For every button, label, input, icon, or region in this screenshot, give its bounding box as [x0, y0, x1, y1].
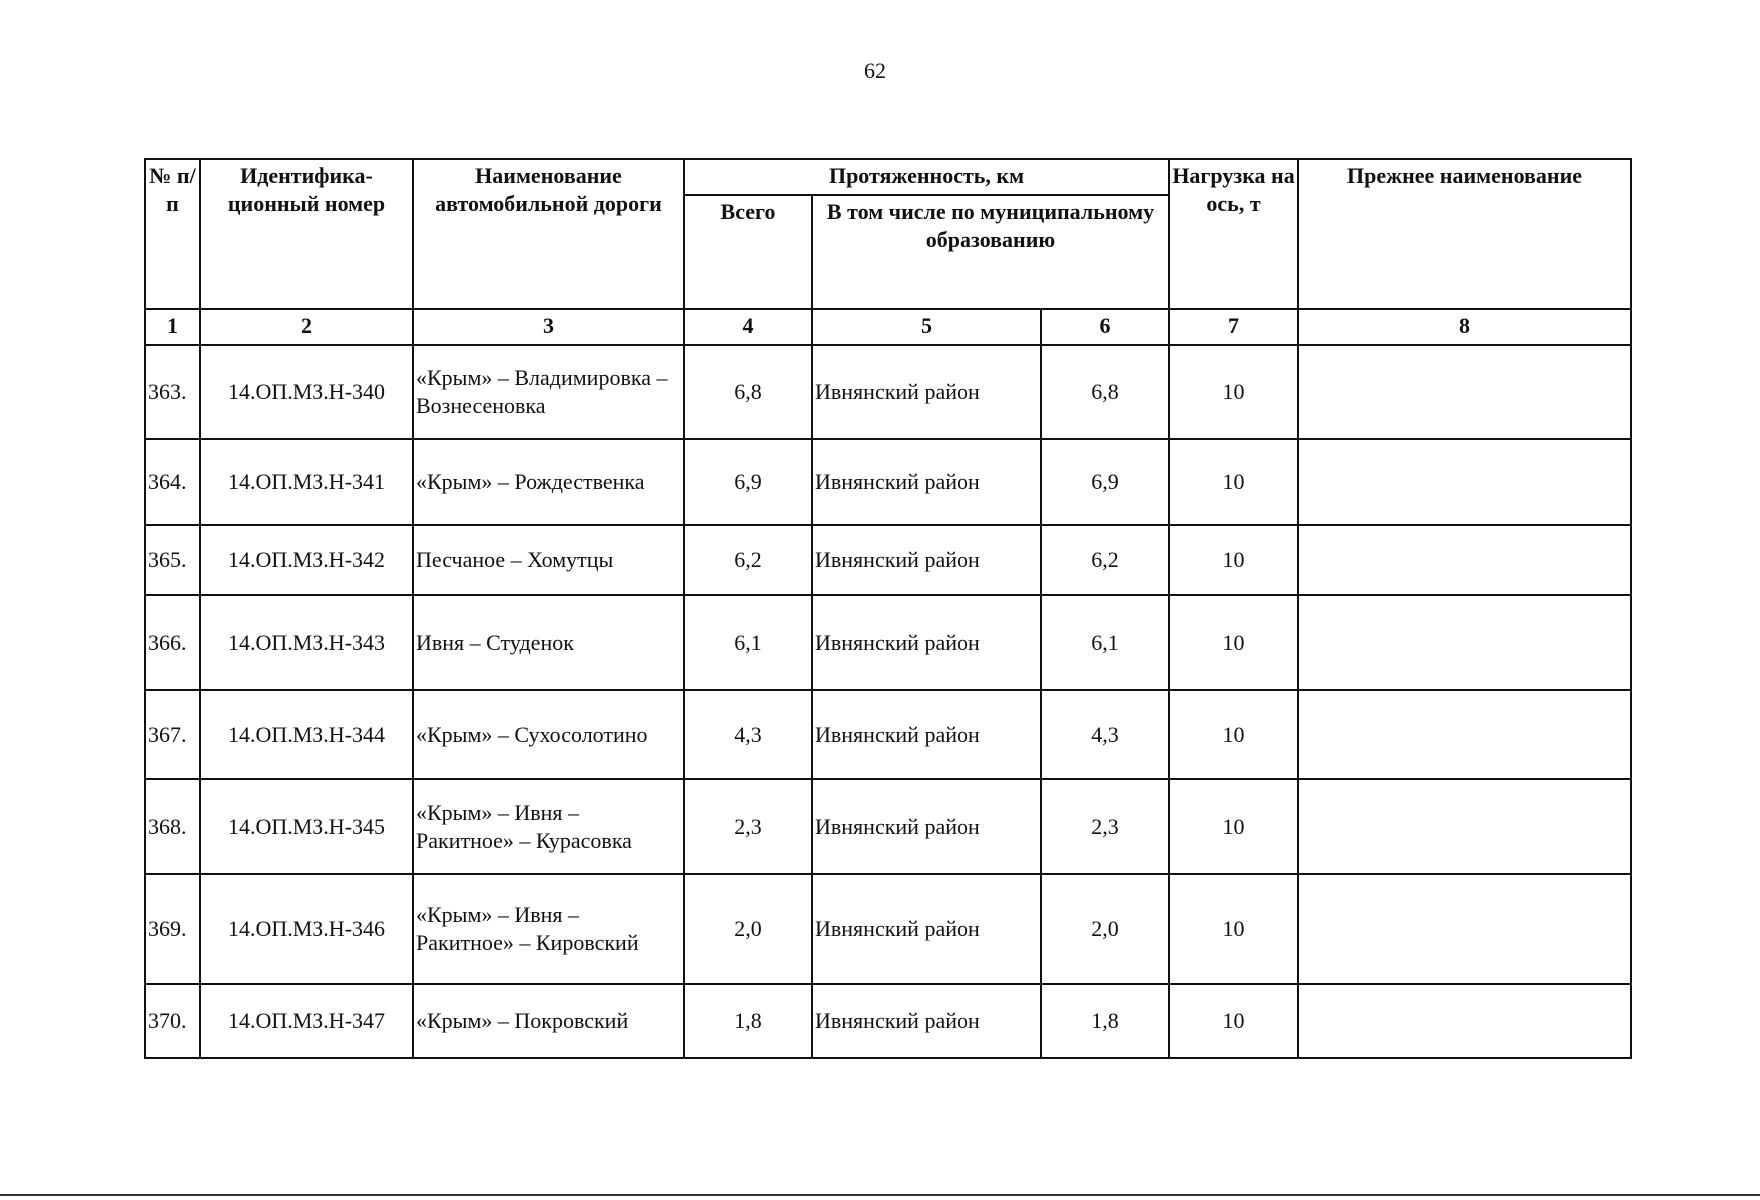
road-name: «Крым» – Владимировка – Вознесеновка — [413, 345, 684, 439]
road-id: 14.ОП.МЗ.Н-342 — [200, 525, 413, 595]
header-num: № п/п — [145, 159, 200, 309]
road-name: Песчаное – Хомутцы — [413, 525, 684, 595]
road-id: 14.ОП.МЗ.Н-343 — [200, 595, 413, 690]
municipality-length: 6,8 — [1041, 345, 1169, 439]
road-id: 14.ОП.МЗ.Н-344 — [200, 690, 413, 779]
header-load: Нагрузка на ось, т — [1169, 159, 1298, 309]
road-id: 14.ОП.МЗ.Н-347 — [200, 984, 413, 1058]
axle-load: 10 — [1169, 779, 1298, 874]
municipality: Ивнянский район — [812, 874, 1041, 984]
road-name: «Крым» – Ивня – Ракитное» – Курасовка — [413, 779, 684, 874]
table-row — [145, 984, 1631, 1058]
header-total: Всего — [684, 195, 812, 309]
table-row — [145, 525, 1631, 595]
municipality-length: 1,8 — [1041, 984, 1169, 1058]
header-name: Наименование автомобильной дороги — [413, 159, 684, 309]
roads-table — [144, 158, 1632, 1059]
previous-name — [1298, 345, 1631, 439]
municipality-length: 4,3 — [1041, 690, 1169, 779]
column-number: 1 — [145, 309, 200, 345]
axle-load: 10 — [1169, 690, 1298, 779]
municipality: Ивнянский район — [812, 439, 1041, 525]
column-number: 4 — [684, 309, 812, 345]
axle-load: 10 — [1169, 345, 1298, 439]
municipality-length: 2,3 — [1041, 779, 1169, 874]
length-total: 2,3 — [684, 779, 812, 874]
page-number: 62 — [864, 58, 886, 83]
length-total: 6,8 — [684, 345, 812, 439]
previous-name — [1298, 690, 1631, 779]
road-id: 14.ОП.МЗ.Н-346 — [200, 874, 413, 984]
page-bottom-rule — [0, 1194, 1760, 1196]
municipality: Ивнянский район — [812, 984, 1041, 1058]
table-row — [145, 690, 1631, 779]
road-name: Ивня – Студенок — [413, 595, 684, 690]
column-number: 3 — [413, 309, 684, 345]
row-number: 363. — [145, 345, 200, 439]
road-name: «Крым» – Рождественка — [413, 439, 684, 525]
road-id: 14.ОП.МЗ.Н-345 — [200, 779, 413, 874]
municipality: Ивнянский район — [812, 595, 1041, 690]
previous-name — [1298, 595, 1631, 690]
row-number: 368. — [145, 779, 200, 874]
table-row — [145, 779, 1631, 874]
municipality: Ивнянский район — [812, 690, 1041, 779]
table-row — [145, 439, 1631, 525]
column-number: 8 — [1298, 309, 1631, 345]
municipality-length: 2,0 — [1041, 874, 1169, 984]
axle-load: 10 — [1169, 595, 1298, 690]
municipality: Ивнянский район — [812, 525, 1041, 595]
axle-load: 10 — [1169, 525, 1298, 595]
previous-name — [1298, 525, 1631, 595]
header-id: Идентифика-ционный номер — [200, 159, 413, 309]
previous-name — [1298, 439, 1631, 525]
table-row — [145, 595, 1631, 690]
row-number: 365. — [145, 525, 200, 595]
length-total: 1,8 — [684, 984, 812, 1058]
row-number: 370. — [145, 984, 200, 1058]
road-id: 14.ОП.МЗ.Н-341 — [200, 439, 413, 525]
table-row — [145, 874, 1631, 984]
length-total: 6,1 — [684, 595, 812, 690]
municipality: Ивнянский район — [812, 779, 1041, 874]
municipality-length: 6,9 — [1041, 439, 1169, 525]
row-number: 364. — [145, 439, 200, 525]
municipality-length: 6,2 — [1041, 525, 1169, 595]
previous-name — [1298, 874, 1631, 984]
row-number: 367. — [145, 690, 200, 779]
axle-load: 10 — [1169, 439, 1298, 525]
length-total: 2,0 — [684, 874, 812, 984]
road-name: «Крым» – Покровский — [413, 984, 684, 1058]
road-id: 14.ОП.МЗ.Н-340 — [200, 345, 413, 439]
row-number: 366. — [145, 595, 200, 690]
table-row — [145, 345, 1631, 439]
road-name: «Крым» – Сухосолотино — [413, 690, 684, 779]
municipality: Ивнянский район — [812, 345, 1041, 439]
header-previous: Прежнее наименование — [1298, 159, 1631, 309]
previous-name — [1298, 779, 1631, 874]
column-number-row — [145, 309, 1631, 345]
previous-name — [1298, 984, 1631, 1058]
length-total: 6,2 — [684, 525, 812, 595]
axle-load: 10 — [1169, 874, 1298, 984]
header-length: Протяженность, км — [684, 159, 1169, 195]
length-total: 4,3 — [684, 690, 812, 779]
column-number: 5 — [812, 309, 1041, 345]
municipality-length: 6,1 — [1041, 595, 1169, 690]
axle-load: 10 — [1169, 984, 1298, 1058]
column-number: 7 — [1169, 309, 1298, 345]
column-number: 6 — [1041, 309, 1169, 345]
road-name: «Крым» – Ивня – Ракитное» – Кировский — [413, 874, 684, 984]
column-number: 2 — [200, 309, 413, 345]
length-total: 6,9 — [684, 439, 812, 525]
row-number: 369. — [145, 874, 200, 984]
header-municipality: В том числе по муниципальному образованию — [812, 195, 1169, 309]
